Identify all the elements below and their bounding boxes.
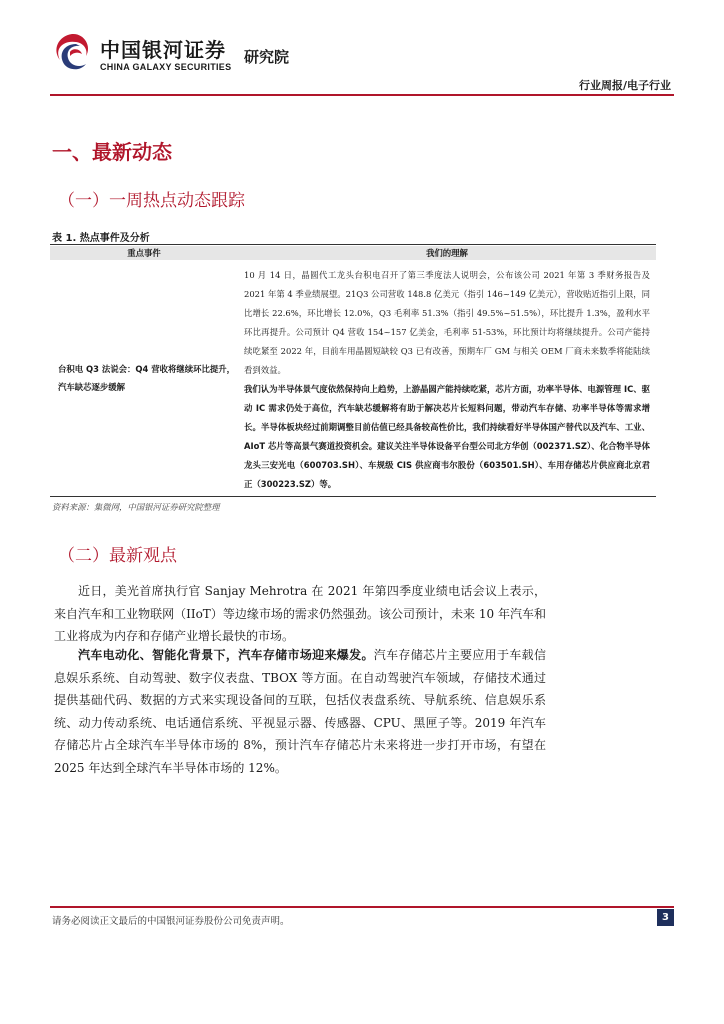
report-category: 行业周报/电子行业: [578, 79, 671, 92]
understanding-cell: [238, 260, 656, 496]
galaxy-logo-icon: [50, 30, 94, 74]
paragraph-1-text: 近日，美光首席执行官 Sanjay Mehrotra 在 2021 年第四季度业绩电话会议上表示，来自汽车和工业物联网（IIoT）等边缘市场的需求仍然强劲。该公司预计，未来 10 年汽车和工业将成为内存和存储产业增长最快的市场。: [54, 584, 546, 643]
table-row: [50, 260, 656, 496]
table-caption: 表 1. 热点事件及分析: [52, 233, 150, 244]
logo-chinese-name: 中国银河证券: [100, 38, 226, 62]
header-divider: [50, 94, 674, 96]
table-bottom-rule: [50, 496, 656, 497]
company-logo: [50, 30, 94, 74]
col-header-understanding: 我们的理解: [238, 246, 656, 260]
subsection-title-1: （一）一周热点动态跟踪: [58, 191, 245, 211]
paragraph-1: [54, 580, 546, 648]
institute-label: 研究院: [244, 48, 290, 66]
paragraph-2-text: 汽车存储芯片主要应用于车载信息娱乐系统、自动驾驶、数字仪表盘、TBOX 等方面。在自动驾驶汽车领域，存储技术通过提供基础代码、数据的方式来实现设备间的互联，包括仪表盘系统、导航系统、信息娱乐系统、动力传动系统、电话通信系统、平视显示器、传感器、CPU、黑匣子等。2019 年汽车存储芯片占全球汽车半导体市场的 8%，预计汽车存储芯片未来将进一步打开市场，有望在 2025 年达到全球汽车半导体市场的 12%。: [54, 648, 546, 775]
paragraph-2: [54, 644, 546, 779]
table-top-rule: [50, 244, 656, 245]
col-header-event: 重点事件: [50, 246, 238, 260]
event-cell: [50, 260, 238, 496]
footer-divider: [50, 906, 674, 908]
footer-disclaimer: 请务必阅读正文最后的中国银河证券股份公司免责声明。: [52, 916, 290, 927]
logo-english-name: CHINA GALAXY SECURITIES: [100, 62, 232, 72]
section-title: 一、最新动态: [52, 140, 172, 164]
paragraph-2-lead: 汽车电动化、智能化背景下，汽车存储市场迎来爆发。: [78, 648, 374, 662]
subsection-title-2: （二）最新观点: [58, 546, 177, 566]
table-source: 资料来源：集微网，中国银河证券研究院整理: [52, 502, 220, 512]
hot-events-table: [50, 246, 656, 496]
event-text: 台积电 Q3 法说会：Q4 营收将继续环比提升，汽车缺芯逐步缓解: [58, 364, 236, 392]
understanding-bold-text: 我们认为半导体景气度依然保持向上趋势，上游晶圆产能持续吃紧，芯片方面，功率半导体、电源管理 IC、驱动 IC 需求仍处于高位，汽车缺芯缓解将有助于解决芯片长短料问题，带动汽车存储、功率半导体等需求增长。半导体板块经过前期调整目前估值已经具备较高性价比，我们持续看好半导体国产替代以及汽车、工业、AIoT 芯片等高景气赛道投资机会。建议关注半导体设备平台型公司北方华创（002371.SZ）、化合物半导体龙头三安光电（600703.SH）、车规级 CIS 供应商韦尔股份（603501.SH）、车用存储芯片供应商北京君正（300223.SZ）等。: [244, 384, 650, 489]
understanding-normal-text: 10 月 14 日，晶圆代工龙头台积电召开了第三季度法人说明会，公布该公司 2021 年第 3 季财务报告及 2021 年第 4 季业绩展望。21Q3 公司营收 148.8 亿美元（指引 146~149 亿美元），营收贴近指引上限，同比增长 22.6%，环比增长 12.0%，Q3 毛利率 51.3%（指引 49.5%~51.5%），环比提升 1.3%，盈利水平环比再提升。公司预计 Q4 营收 154~157 亿美金，毛利率 51-53%，环比预计均将继续提升。公司产能持续吃紧至 2022 年，目前车用晶圆短缺较 Q3 已有改善，预期车厂 GM 与相关 OEM 厂商未来数季将能陆续看到效益。: [244, 270, 650, 375]
page-number: 3: [657, 909, 674, 926]
